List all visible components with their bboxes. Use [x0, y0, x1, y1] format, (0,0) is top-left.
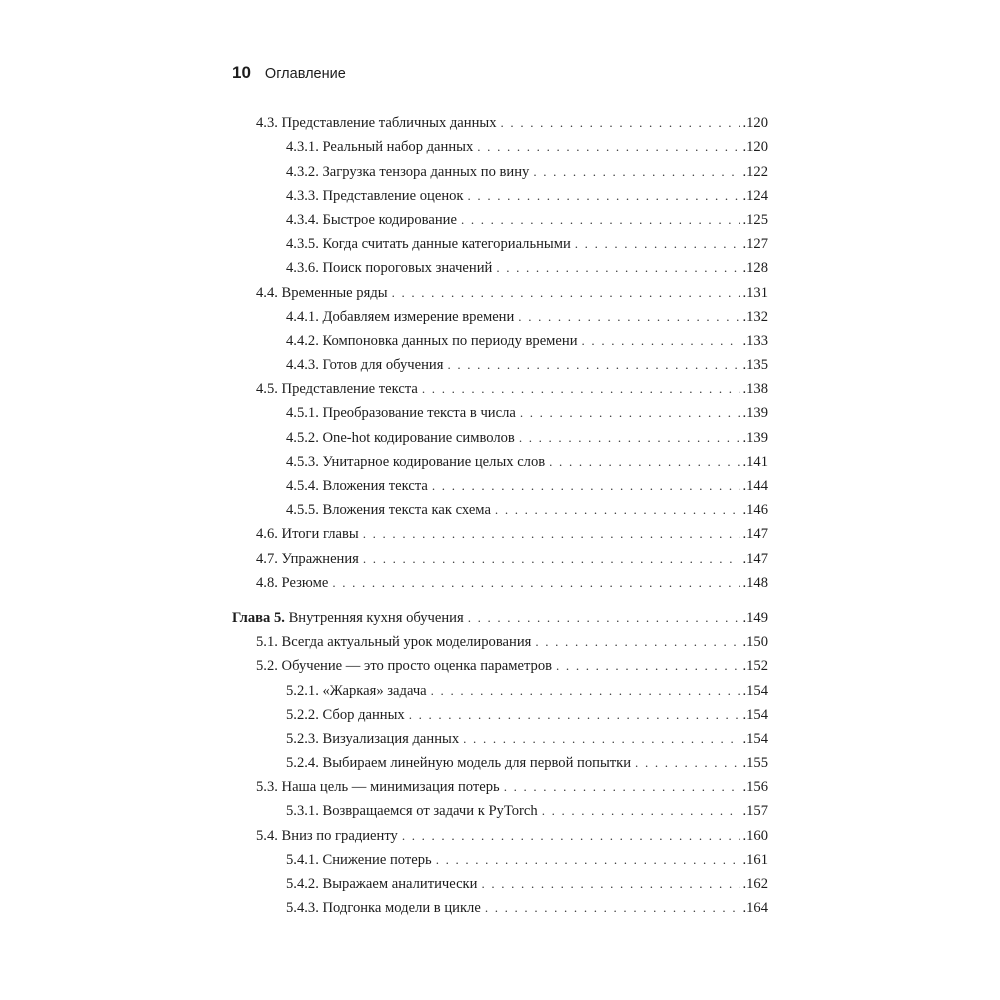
toc-entry — [232, 255, 768, 279]
toc-entry-title — [286, 259, 492, 279]
toc-entry — [232, 702, 768, 726]
toc-page-number: .128 — [742, 260, 768, 277]
dot-leader — [542, 802, 741, 822]
toc-page-number: .152 — [742, 658, 768, 675]
dot-leader — [468, 187, 741, 207]
toc-entry — [232, 822, 768, 846]
toc-page-number: .150 — [742, 634, 768, 651]
toc-page-number: .154 — [742, 706, 768, 723]
toc-page-number: .154 — [742, 730, 768, 747]
dot-leader — [481, 875, 740, 895]
toc-title-text: 5.4.2. Выражаем аналитически — [286, 876, 478, 892]
dot-leader — [436, 851, 741, 871]
toc-title-text: 4.3.1. Реальный набор данных — [286, 139, 474, 156]
toc-page-number: .141 — [742, 453, 768, 470]
toc-entry-title — [256, 574, 328, 594]
dot-leader — [504, 778, 741, 798]
toc-title-text: 4.5.5. Вложения текста как схема — [286, 502, 491, 519]
dot-leader — [635, 754, 740, 774]
dot-leader — [332, 574, 740, 594]
toc-title-text: 4.4.1. Добавляем измерение времени — [286, 308, 515, 325]
toc-entry-title — [286, 453, 545, 473]
toc-entry — [232, 653, 768, 677]
toc-entry — [232, 424, 768, 448]
toc-page-number: .156 — [742, 779, 768, 796]
toc-entry-title — [286, 138, 473, 158]
toc-entry — [232, 110, 768, 134]
dot-leader — [519, 429, 741, 449]
page-header — [232, 63, 346, 87]
toc-entry-title — [286, 332, 578, 352]
toc-entry — [232, 400, 768, 424]
toc-entry-title — [286, 875, 477, 895]
toc-title-text: 4.4.2. Компоновка данных по периоду времени — [286, 332, 578, 349]
toc-entry — [232, 134, 768, 158]
toc-entry-title — [286, 754, 631, 774]
toc-title-text: 4.3. Представление табличных данных — [256, 115, 497, 132]
dot-leader — [447, 356, 740, 376]
toc-page-number: .120 — [742, 139, 768, 156]
dot-leader — [485, 899, 741, 919]
toc-entry — [232, 798, 768, 822]
toc-entry-title — [286, 187, 464, 207]
toc-entry — [232, 726, 768, 750]
dot-leader — [463, 730, 740, 750]
toc-title-text: 5.1. Всегда актуальный урок моделирования — [256, 634, 532, 651]
toc-entry-title — [256, 114, 497, 134]
toc-page-number: .147 — [742, 526, 768, 543]
toc-entry-title — [256, 827, 398, 847]
dot-leader — [495, 501, 741, 521]
toc-entry-title — [286, 501, 491, 521]
dot-leader — [409, 706, 741, 726]
dot-leader — [556, 657, 740, 677]
toc-page-number: .122 — [742, 163, 768, 180]
toc-title-text: 5.2.2. Сбор данных — [286, 706, 405, 723]
toc-entry — [232, 158, 768, 182]
toc-page-number: .133 — [742, 332, 768, 349]
toc-entry-title — [286, 163, 529, 183]
toc-title-text: 4.7. Упражнения — [256, 550, 359, 567]
dot-leader — [402, 827, 741, 847]
toc-title-text: 4.3.5. Когда считать данные категориальными — [286, 236, 571, 253]
toc-entry-title — [256, 525, 359, 545]
toc-title-text: 4.5.3. Унитарное кодирование целых слов — [286, 453, 546, 470]
toc-title-text: Внутренняя кухня обучения — [288, 609, 464, 626]
toc-title-text: 4.5.2. One-hot кодирование символов — [286, 429, 515, 446]
table-of-contents — [232, 110, 768, 919]
toc-page-number: .160 — [742, 827, 768, 844]
toc-title-text: 4.5. Представление текста — [256, 381, 418, 398]
dot-leader — [432, 477, 741, 497]
toc-entry — [232, 231, 768, 255]
toc-entry — [232, 352, 768, 376]
toc-page-number: .162 — [742, 876, 768, 892]
toc-page-number: .139 — [742, 405, 768, 422]
toc-page-number: .139 — [742, 429, 768, 446]
toc-page-number: .146 — [742, 502, 768, 519]
toc-entry-title — [286, 851, 432, 871]
toc-title-text: 4.5.1. Преобразование текста в числа — [286, 405, 516, 422]
toc-entry-title — [256, 380, 418, 400]
toc-entry — [232, 895, 768, 919]
toc-page-number: .120 — [742, 115, 768, 132]
toc-entry — [232, 473, 768, 497]
toc-entry-title — [286, 429, 515, 449]
toc-entry-title — [286, 899, 481, 919]
toc-title-text: 4.8. Резюме — [256, 574, 329, 591]
toc-page-number: .132 — [742, 308, 768, 325]
toc-chapter-entry — [232, 605, 768, 629]
toc-entry-title — [286, 682, 427, 702]
toc-entry-title — [286, 730, 459, 750]
toc-page-number: .127 — [742, 236, 768, 253]
toc-entry — [232, 545, 768, 569]
dot-leader — [533, 163, 740, 183]
dot-leader — [535, 633, 740, 653]
chapter-label: Глава 5. — [232, 609, 285, 626]
toc-title-text: 4.4.3. Готов для обучения — [286, 357, 444, 374]
toc-entry — [232, 521, 768, 545]
toc-page-number: .157 — [742, 803, 768, 820]
toc-entry — [232, 207, 768, 231]
toc-page-number: .125 — [742, 211, 768, 228]
dot-leader — [582, 332, 741, 352]
toc-entry — [232, 304, 768, 328]
toc-title-text: 4.3.6. Поиск пороговых значений — [286, 260, 493, 277]
toc-title-text: 5.4.1. Снижение потерь — [286, 851, 432, 868]
toc-entry — [232, 570, 768, 594]
toc-entry-title — [286, 404, 516, 424]
toc-title-text: 5.2. Обучение — это просто оценка параметров — [256, 658, 553, 675]
toc-page-number: .144 — [742, 478, 768, 494]
page-number: 10 — [232, 63, 251, 82]
toc-entry-title — [286, 477, 428, 497]
toc-page-number: .164 — [742, 900, 768, 917]
toc-entry-title — [232, 609, 464, 629]
toc-entry-title — [286, 211, 457, 231]
toc-entry — [232, 629, 768, 653]
toc-title-text: 5.4. Вниз по градиенту — [256, 827, 398, 844]
toc-entry-title — [256, 778, 500, 798]
toc-entry-title — [256, 657, 552, 677]
toc-title-text: 5.3. Наша цель — минимизация потерь — [256, 779, 500, 796]
toc-entry-title — [256, 550, 359, 570]
running-title: Оглавление — [264, 66, 346, 82]
toc-title-text: 5.2.4. Выбираем линейную модель для первой попытки — [286, 755, 632, 772]
toc-page-number: .148 — [742, 574, 768, 591]
toc-page-number: .124 — [742, 187, 768, 204]
dot-leader — [518, 308, 740, 328]
toc-entry-title — [286, 356, 443, 376]
toc-title-text: 4.3.2. Загрузка тензора данных по вину — [286, 163, 530, 180]
dot-leader — [363, 525, 741, 545]
toc-entry-title — [286, 235, 571, 255]
toc-page-number: .138 — [742, 381, 768, 398]
dot-leader — [431, 682, 741, 702]
toc-page-number: .154 — [742, 682, 768, 699]
toc-title-text: 4.4. Временные ряды — [256, 284, 388, 301]
toc-page-number: .161 — [742, 851, 768, 868]
toc-entry — [232, 328, 768, 352]
toc-entry — [232, 497, 768, 521]
toc-title-text: 4.3.3. Представление оценок — [286, 187, 464, 204]
toc-page-number: .147 — [742, 550, 768, 567]
toc-title-text: 5.2.3. Визуализация данных — [286, 730, 460, 747]
dot-leader — [496, 259, 740, 279]
dot-leader — [501, 114, 741, 134]
toc-entry — [232, 376, 768, 400]
toc-page-number: .149 — [742, 609, 768, 626]
toc-entry — [232, 183, 768, 207]
toc-title-text: 4.6. Итоги главы — [256, 526, 359, 543]
toc-entry — [232, 750, 768, 774]
toc-entry-title — [286, 706, 405, 726]
dot-leader — [363, 550, 741, 570]
dot-leader — [422, 380, 741, 400]
dot-leader — [461, 211, 741, 231]
toc-entry-title — [286, 802, 538, 822]
toc-entry — [232, 871, 768, 895]
dot-leader — [468, 609, 741, 629]
toc-title-text: 4.5.4. Вложения текста — [286, 478, 428, 494]
dot-leader — [392, 284, 741, 304]
toc-page-number: .155 — [742, 755, 768, 772]
toc-title-text: 5.2.1. «Жаркая» задача — [286, 682, 427, 699]
toc-entry-title — [256, 633, 531, 653]
toc-title-text: 5.4.3. Подгонка модели в цикле — [286, 900, 481, 917]
toc-title-text: 5.3.1. Возвращаемся от задачи к PyTorch — [286, 803, 538, 820]
toc-entry — [232, 774, 768, 798]
toc-entry-title — [256, 284, 388, 304]
dot-leader — [549, 453, 740, 473]
dot-leader — [520, 404, 741, 424]
toc-title-text: 4.3.4. Быстрое кодирование — [286, 211, 457, 228]
toc-entry — [232, 449, 768, 473]
toc-entry — [232, 677, 768, 701]
toc-entry — [232, 847, 768, 871]
toc-entry-title — [286, 308, 514, 328]
toc-entry — [232, 279, 768, 303]
dot-leader — [477, 138, 740, 158]
toc-page-number: .135 — [742, 357, 768, 374]
dot-leader — [575, 235, 741, 255]
toc-page-number: .131 — [742, 284, 768, 301]
